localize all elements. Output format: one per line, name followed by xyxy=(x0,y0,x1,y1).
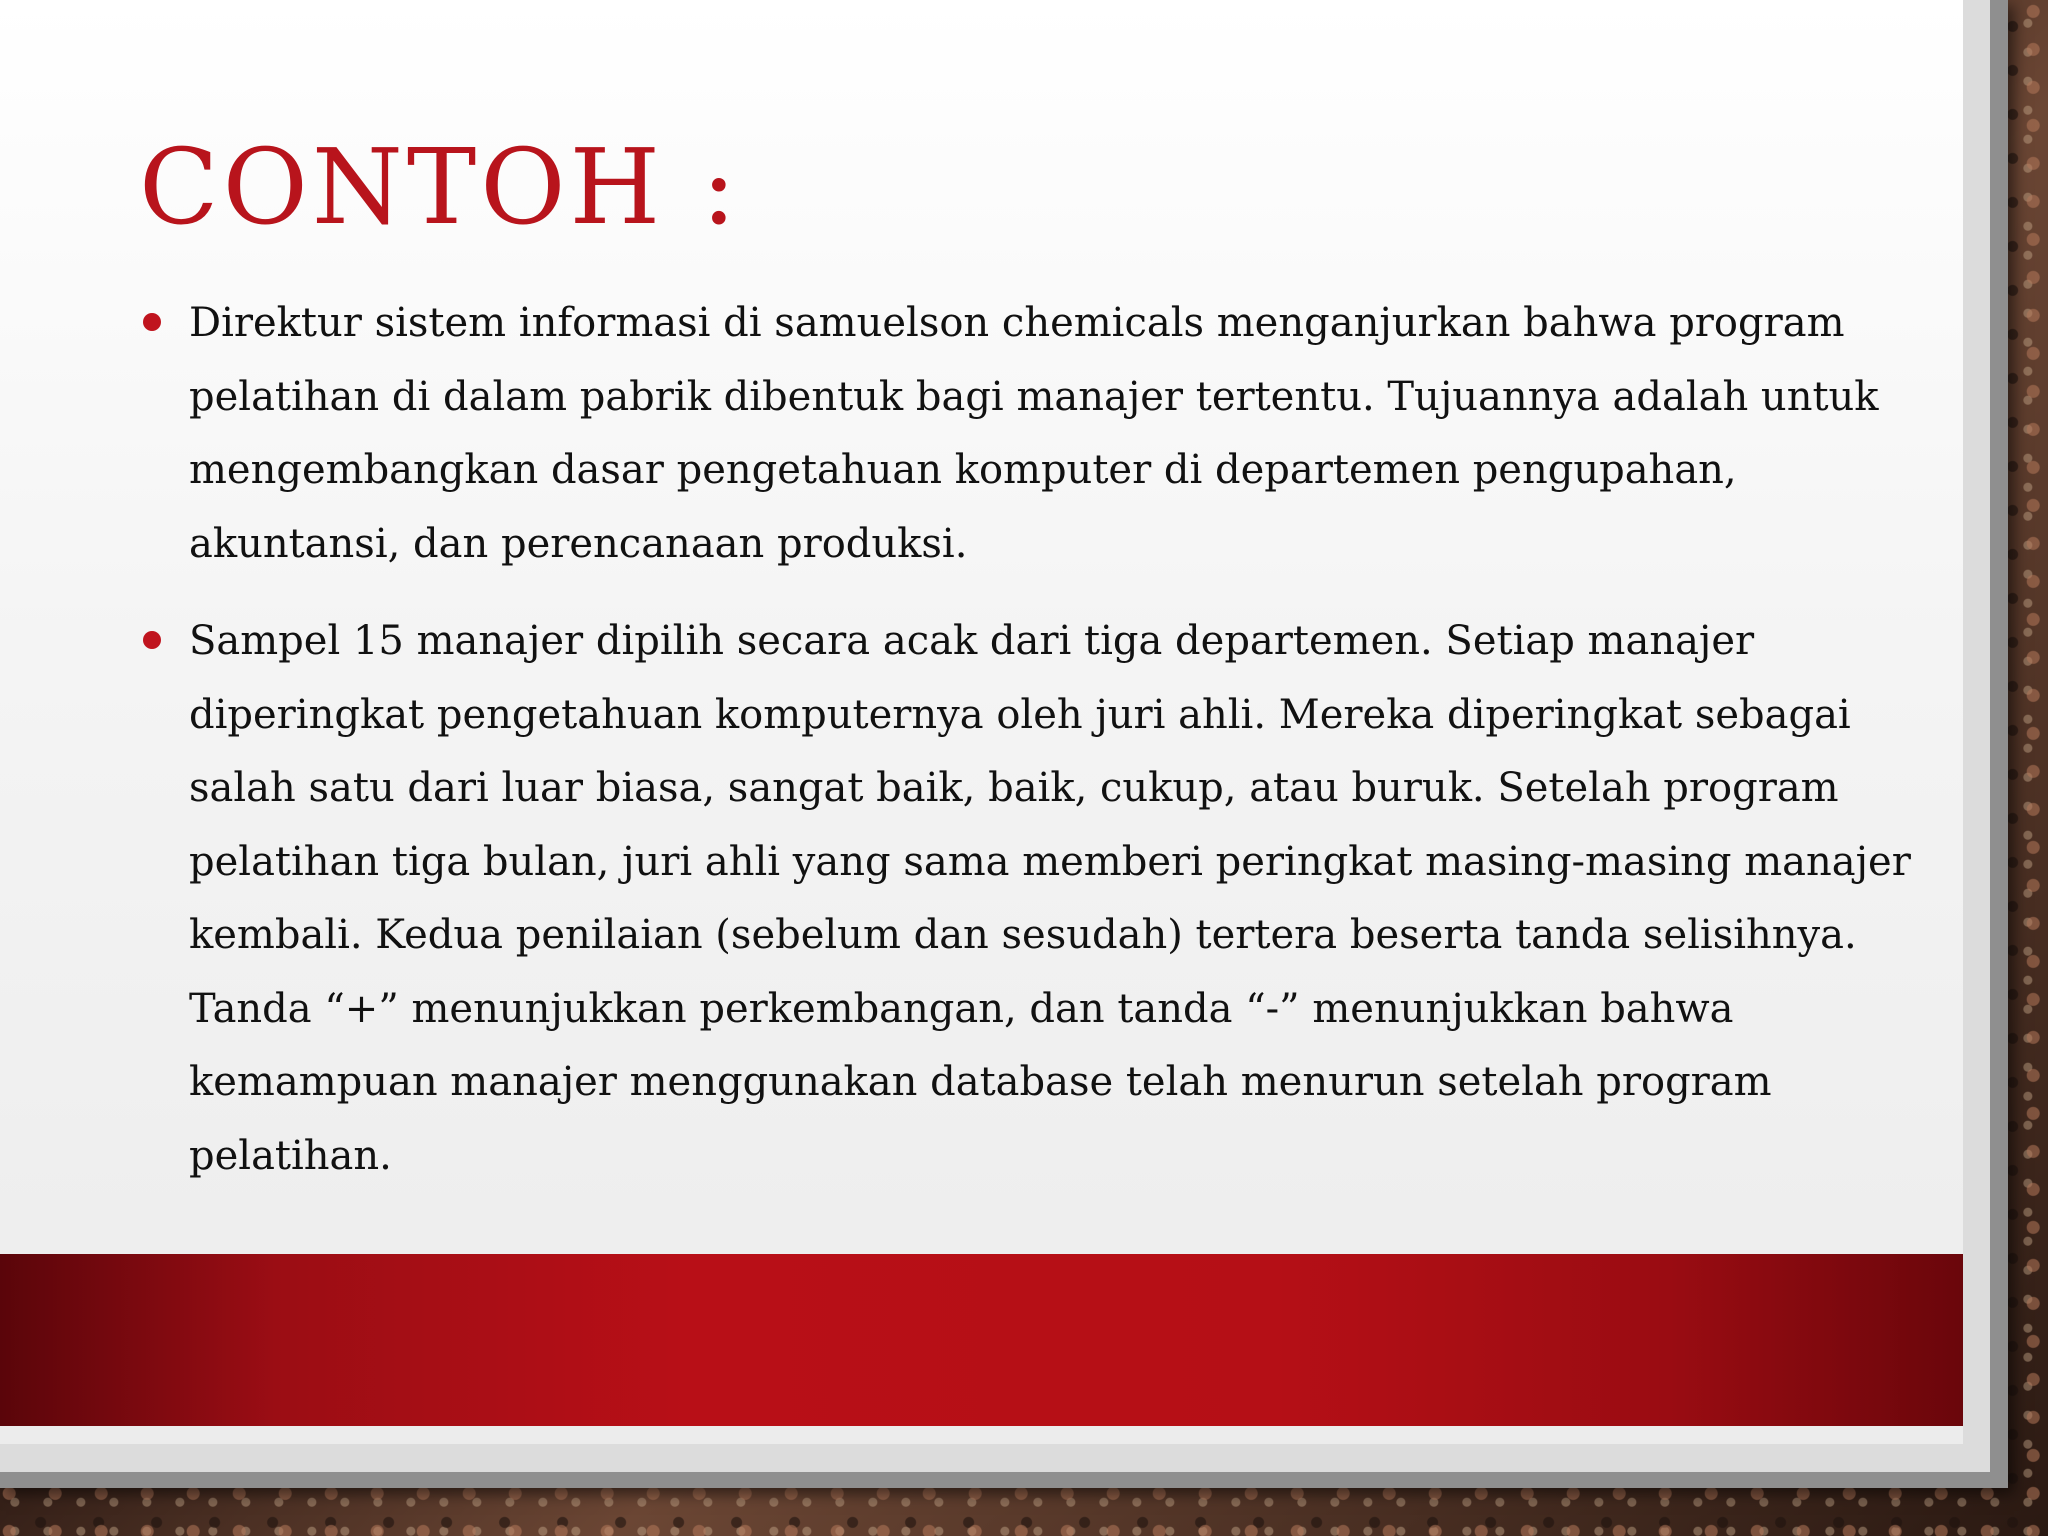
bullet-list xyxy=(139,287,1919,1217)
bullet-text: Sampel 15 manajer dipilih secara acak dari tiga departemen. Setiap manajer diperingkat pengetahuan komputernya oleh juri ahli. Mereka diperingkat sebagai salah satu dari luar biasa, sangat baik, baik, cukup, atau buruk. Setelah program pelatihan tiga bulan, juri ahli yang sama memberi peringkat masing-masing manajer kembali. Kedua penilaian (sebelum dan sesudah) tertera beserta tanda selisihnya. Tanda “+” menunjukkan perkembangan, dan tanda “-” menunjukkan bahwa kemampuan manajer menggunakan database telah menurun setelah program pelatihan. xyxy=(189,618,1911,1179)
bullet-item xyxy=(139,605,1919,1193)
bullet-item xyxy=(139,287,1919,581)
slide-title: CONTOH : xyxy=(139,126,741,248)
footer-red-band xyxy=(0,1254,1963,1426)
bullet-text: Direktur sistem informasi di samuelson chemicals menganjurkan bahwa program pelatihan di dalam pabrik dibentuk bagi manajer tertentu. Tujuannya adalah untuk mengembangkan dasar pengetahuan komputer di departemen pengupahan, akuntansi, dan perencanaan produksi. xyxy=(189,300,1879,567)
bullet-dot-icon xyxy=(143,631,161,649)
bullet-dot-icon xyxy=(143,313,161,331)
